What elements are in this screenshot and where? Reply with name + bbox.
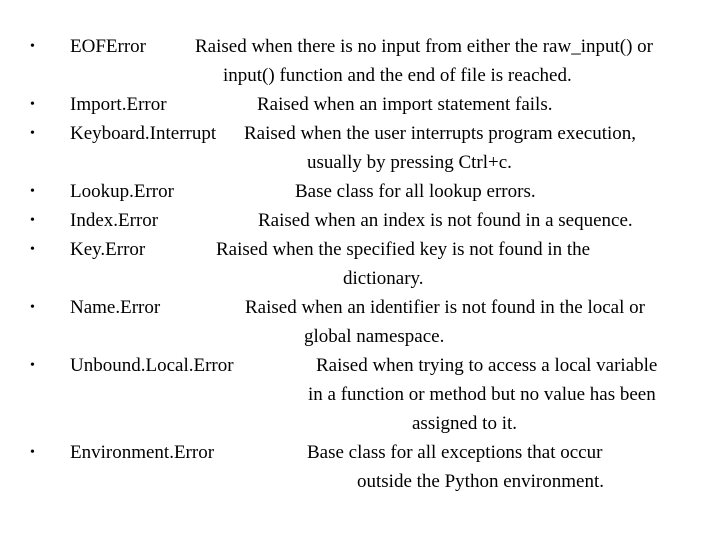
bullet: • — [30, 300, 35, 315]
exception-name-unboundlocalerror: Unbound.Local.Error — [70, 355, 234, 376]
bullet: • — [30, 445, 35, 460]
bullet: • — [30, 242, 35, 257]
exception-name-keyboardinterrupt: Keyboard.Interrupt — [70, 123, 217, 144]
exception-name-importerror: Import.Error — [70, 94, 167, 115]
exception-desc-line: Raised when trying to access a local variable — [316, 355, 658, 376]
exception-desc-line: Raised when the user interrupts program execution, — [244, 123, 637, 144]
bullet: • — [30, 213, 35, 228]
bullet: • — [30, 358, 35, 373]
exception-name-keyerror: Key.Error — [70, 239, 146, 260]
bullet: • — [30, 97, 35, 112]
exception-desc-line: Base class for all exceptions that occur — [307, 442, 603, 463]
exception-desc-line: dictionary. — [343, 268, 424, 289]
exception-name-eoferror: EOFError — [70, 36, 146, 57]
exception-desc-line: input() function and the end of file is reached. — [223, 65, 572, 86]
exception-desc-line: global namespace. — [304, 326, 445, 347]
exception-desc-line: usually by pressing Ctrl+c. — [307, 152, 512, 173]
exception-name-environmenterror: Environment.Error — [70, 442, 215, 463]
exception-desc-line: Raised when the specified key is not found in the — [216, 239, 591, 260]
exception-desc-line: outside the Python environment. — [357, 471, 604, 492]
exception-desc-line: Base class for all lookup errors. — [295, 181, 536, 202]
exception-desc-line: in a function or method but no value has been — [308, 384, 656, 405]
bullet: • — [30, 39, 35, 54]
bullet: • — [30, 184, 35, 199]
exception-name-nameerror: Name.Error — [70, 297, 161, 318]
exception-desc-line: Raised when there is no input from either the raw_input() or — [195, 36, 653, 57]
bullet: • — [30, 126, 35, 141]
exception-desc-line: Raised when an identifier is not found in the local or — [245, 297, 645, 318]
exception-desc-line: Raised when an import statement fails. — [257, 94, 553, 115]
exception-desc-line: assigned to it. — [412, 413, 518, 434]
exception-desc-line: Raised when an index is not found in a sequence. — [258, 210, 633, 231]
exception-name-lookuperror: Lookup.Error — [70, 181, 174, 202]
exception-name-indexerror: Index.Error — [70, 210, 159, 231]
